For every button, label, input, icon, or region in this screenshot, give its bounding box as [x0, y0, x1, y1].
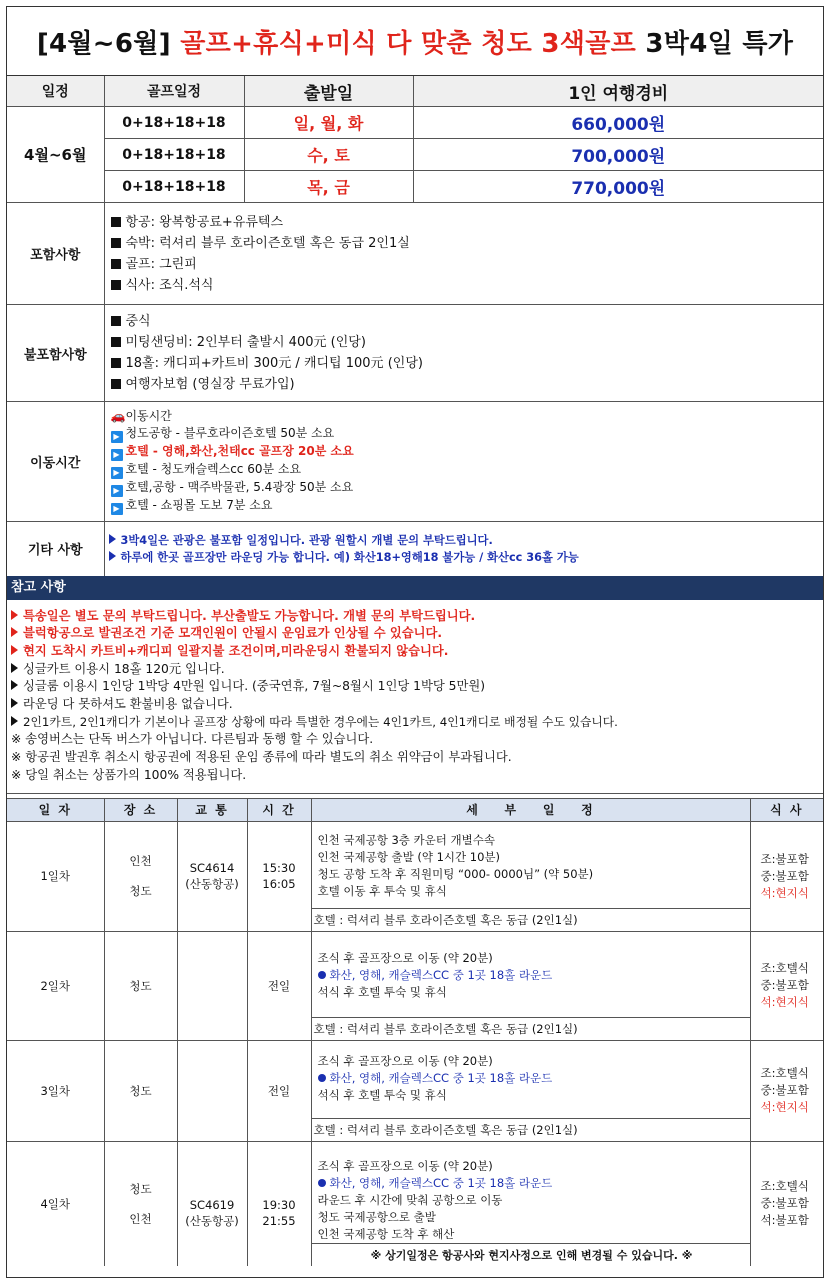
title-prefix: [4월~6월] — [36, 28, 181, 59]
header-day: 일 자 — [7, 798, 104, 821]
flight-number: SC4619 — [189, 1197, 235, 1212]
header-time: 시 간 — [247, 798, 311, 821]
place: 인천 — [129, 854, 152, 868]
transfer-item: 호텔 - 청도캐슬렉스cc 60분 소요 — [125, 462, 302, 476]
list-item — [111, 233, 818, 254]
included-row — [7, 203, 823, 305]
golf-line: 화산, 영해, 캐슬렉스CC 중 1곳 18홀 라운드 — [318, 1070, 744, 1087]
included-list — [104, 203, 823, 305]
note-item-red: 현지 도착시 카트비+캐디피 일괄지불 조건이며,미라운딩시 환불되지 않습니다. — [11, 643, 819, 661]
bullet-dot-icon — [318, 1179, 326, 1187]
list-item — [111, 374, 818, 395]
notes-list — [7, 600, 823, 794]
list-item — [111, 425, 818, 443]
transfer-item: 호텔 - 쇼핑몰 도보 7분 소요 — [125, 498, 273, 512]
airline: (산동항공) — [185, 877, 239, 891]
triangle-bullet-icon — [11, 716, 18, 726]
departure-days: 수, 토 — [244, 139, 413, 171]
price-row — [7, 107, 823, 139]
meal: 조:호텔식 — [760, 961, 809, 975]
golf-line: 화산, 영해, 캐슬렉스CC 중 1곳 18홀 라운드 — [318, 967, 744, 984]
title-highlight: 골프+휴식+미식 다 맞춘 청도 3색골프 — [180, 28, 637, 59]
triangle-bullet-icon — [11, 698, 18, 708]
note-item: 2인1카트, 2인1캐디가 기본이나 골프장 상황에 따라 특별한 경우에는 4인1카트, 4인1캐디로 배정될 수도 있습니다. — [11, 714, 819, 732]
list-item — [111, 443, 818, 461]
meal: 조:호텔식 — [760, 1066, 809, 1080]
meal: 중:불포함 — [760, 978, 809, 992]
triangle-bullet-icon — [11, 680, 18, 690]
meal: 중:불포함 — [760, 868, 809, 883]
list-item — [111, 275, 818, 296]
price-row — [7, 139, 823, 171]
play-button-icon: ▶ — [111, 449, 123, 461]
day-label: 2일차 — [7, 931, 104, 1040]
time: 19:30 — [262, 1197, 296, 1212]
header-golf-schedule: 골프일정 — [104, 76, 244, 107]
list-item — [111, 212, 818, 233]
play-button-icon: ▶ — [111, 467, 123, 479]
page-title — [7, 7, 823, 76]
header-meals: 식 사 — [750, 798, 823, 821]
transfer-item: 청도공항 - 블루호라이즌호텔 50분 소요 — [125, 426, 335, 440]
square-bullet-icon — [111, 259, 121, 269]
golf-schedule: 0+18+18+18 — [104, 171, 244, 203]
time: 16:05 — [262, 877, 296, 891]
summary-table — [7, 76, 823, 576]
included-item: 식사: 조식.석식 — [125, 277, 214, 293]
list-item — [111, 479, 818, 497]
price: 700,000원 — [413, 139, 823, 171]
detail-line: 호텔 이동 후 투숙 및 휴식 — [317, 883, 447, 898]
golf-schedule: 0+18+18+18 — [104, 107, 244, 139]
detail-line: 청도 국제공항으로 출발 — [317, 1209, 436, 1224]
day-transport — [177, 931, 247, 1040]
note-item: 싱글카트 이용시 18홀 120元 입니다. — [11, 661, 819, 679]
meal: 석:현지식 — [760, 1100, 809, 1114]
day-label: 4일차 — [7, 1141, 104, 1266]
bullet-dot-icon — [318, 971, 326, 979]
day-places — [104, 821, 177, 931]
note-item: ※ 송영버스는 단독 버스가 아닙니다. 다른팀과 동행 할 수 있습니다. — [11, 732, 374, 747]
time: 15:30 — [262, 861, 296, 875]
day-details — [311, 931, 750, 1017]
notes-header: 참고 사항 — [7, 576, 823, 600]
place: 인천 — [129, 1211, 152, 1226]
included-item: 항공: 왕복항공료+유류텍스 — [125, 214, 284, 230]
included-label: 포함사항 — [7, 203, 104, 305]
time: 전일 — [247, 1040, 311, 1141]
day-times — [247, 821, 311, 931]
note-item: 라운딩 다 못하셔도 환불비용 없습니다. — [11, 696, 819, 714]
triangle-bullet-icon — [11, 627, 18, 637]
header-place: 장 소 — [104, 798, 177, 821]
detail-line: 조식 후 골프장으로 이동 (약 20분) — [317, 1158, 493, 1173]
list-item — [109, 532, 820, 549]
square-bullet-icon — [111, 217, 121, 227]
day-places — [104, 1141, 177, 1266]
excluded-item: 여행자보험 (영실장 무료가입) — [125, 377, 295, 392]
golf-schedule: 0+18+18+18 — [104, 139, 244, 171]
itinerary-day-row — [7, 1141, 823, 1243]
play-button-icon: ▶ — [111, 503, 123, 515]
day-meals — [750, 1141, 823, 1266]
itinerary-day-row — [7, 821, 823, 908]
price-row — [7, 171, 823, 203]
transfer-heading: 🚗이동시간 — [110, 409, 172, 423]
day-transport — [177, 1141, 247, 1266]
meal: 조:불포함 — [760, 851, 809, 866]
itinerary-day-row — [7, 931, 823, 1017]
meal: 중:불포함 — [760, 1196, 809, 1210]
departure-days: 일, 월, 화 — [244, 107, 413, 139]
place: 청도 — [104, 1040, 177, 1141]
place: 청도 — [129, 884, 152, 898]
meal: 석:현지식 — [760, 995, 809, 1009]
triangle-bullet-icon — [11, 610, 18, 620]
day-meals — [750, 821, 823, 931]
list-item — [111, 311, 818, 332]
square-bullet-icon — [111, 379, 121, 389]
excluded-row — [7, 305, 823, 402]
time: 전일 — [247, 931, 311, 1040]
note-item: ※ 당일 취소는 상품가의 100% 적용됩니다. — [11, 767, 247, 782]
period-cell: 4월~6월 — [7, 107, 104, 203]
list-item — [111, 332, 818, 353]
day-transport — [177, 1040, 247, 1141]
itinerary-header-row — [7, 798, 823, 821]
day-times — [247, 1141, 311, 1266]
departure-days: 목, 금 — [244, 171, 413, 203]
meal: 석:불포함 — [760, 1213, 809, 1227]
triangle-bullet-icon — [109, 534, 116, 544]
airline: (산동항공) — [185, 1213, 239, 1228]
note-item-red: 특송일은 별도 문의 부탁드립니다. 부산출발도 가능합니다. 개별 문의 부탁드립니다. — [11, 608, 819, 626]
header-transport: 교 통 — [177, 798, 247, 821]
day-details — [311, 1141, 750, 1243]
hotel-info: 호텔 : 럭셔리 블루 호라이즌호텔 혹은 동급 (2인1실) — [311, 1118, 750, 1141]
flight-number: SC4614 — [189, 861, 235, 875]
meal: 석:현지식 — [760, 885, 809, 900]
day-meals — [750, 1040, 823, 1141]
square-bullet-icon — [111, 337, 121, 347]
excluded-list — [104, 305, 823, 402]
list-item — [111, 254, 818, 275]
detail-line: 청도 공항 도착 후 직원미팅 “000- 0000님” (약 50분) — [317, 866, 594, 881]
etc-row — [7, 522, 823, 576]
day-transport — [177, 821, 247, 931]
hotel-info: 호텔 : 럭셔리 블루 호라이즌호텔 혹은 동급 (2인1실) — [311, 1017, 750, 1040]
day-details — [311, 1040, 750, 1118]
time: 21:55 — [262, 1213, 296, 1228]
square-bullet-icon — [111, 280, 121, 290]
transfer-label: 이동시간 — [7, 402, 104, 522]
price: 770,000원 — [413, 171, 823, 203]
excluded-item: 미팅샌딩비: 2인부터 출발시 400元 (인당) — [125, 335, 366, 350]
list-item — [111, 353, 818, 374]
meal: 중:불포함 — [760, 1083, 809, 1097]
header-departure: 출발일 — [244, 76, 413, 107]
tour-flyer — [6, 6, 824, 1278]
hotel-info: 호텔 : 럭셔리 블루 호라이즌호텔 혹은 동급 (2인1실) — [311, 908, 750, 931]
square-bullet-icon — [111, 238, 121, 248]
square-bullet-icon — [111, 358, 121, 368]
etc-label: 기타 사항 — [7, 522, 104, 576]
excluded-item: 18홀: 캐디피+카트비 300元 / 캐디팁 100元 (인당) — [125, 356, 423, 371]
note-item: 싱글룸 이용시 1인당 1박당 4만원 입니다. (중국연휴, 7월~8월시 1인당 1박당 5만원) — [11, 678, 819, 696]
header-period: 일정 — [7, 76, 104, 107]
etc-list — [104, 522, 823, 576]
transfer-item: 호텔,공항 - 맥주박물관, 5.4광장 50분 소요 — [125, 480, 354, 494]
play-button-icon: ▶ — [111, 431, 123, 443]
price-header-row — [7, 76, 823, 107]
day-label: 3일차 — [7, 1040, 104, 1141]
golf-line: 화산, 영해, 캐슬렉스CC 중 1곳 18홀 라운드 — [318, 1175, 744, 1192]
bullet-dot-icon — [318, 1074, 326, 1082]
detail-line: 조식 후 골프장으로 이동 (약 20분) — [317, 1053, 493, 1068]
square-bullet-icon — [111, 316, 121, 326]
triangle-bullet-icon — [11, 645, 18, 655]
list-item — [111, 497, 818, 515]
day-meals — [750, 931, 823, 1040]
play-button-icon: ▶ — [111, 485, 123, 497]
triangle-bullet-icon — [11, 663, 18, 673]
list-item — [109, 549, 820, 566]
list-item — [111, 461, 818, 479]
title-suffix: 3박4일 특가 — [636, 28, 794, 59]
itinerary-table — [7, 798, 823, 1266]
included-item: 숙박: 럭셔리 블루 호라이즌호텔 혹은 동급 2인1실 — [125, 235, 410, 251]
detail-line: 인천 국제공항 도착 후 해산 — [317, 1226, 455, 1241]
included-item: 골프: 그린피 — [125, 256, 197, 272]
transfer-item-highlight: 호텔 - 영해,화산,천태cc 골프장 20분 소요 — [125, 444, 354, 458]
detail-line: 석식 후 호텔 투숙 및 휴식 — [317, 1087, 447, 1102]
transfer-list — [104, 402, 823, 522]
place: 청도 — [129, 1181, 152, 1196]
price: 660,000원 — [413, 107, 823, 139]
detail-line: 인천 국제공항 3층 카운터 개별수속 — [317, 832, 495, 847]
detail-line: 라운드 후 시간에 맞춰 공항으로 이동 — [317, 1192, 503, 1207]
detail-line: 석식 후 호텔 투숙 및 휴식 — [317, 984, 447, 999]
detail-line: 조식 후 골프장으로 이동 (약 20분) — [317, 950, 493, 965]
header-details: 세 부 일 정 — [311, 798, 750, 821]
excluded-item: 중식 — [125, 314, 151, 329]
place: 청도 — [104, 931, 177, 1040]
meal: 조:호텔식 — [760, 1179, 809, 1193]
transfer-row — [7, 402, 823, 522]
detail-line: 인천 국제공항 출발 (약 1시간 10분) — [317, 849, 501, 864]
excluded-label: 불포함사항 — [7, 305, 104, 402]
etc-item: 3박4일은 관광은 불포함 일정입니다. 관광 원할시 개별 문의 부탁드립니다. — [120, 533, 493, 547]
header-price: 1인 여행경비 — [413, 76, 823, 107]
note-item-red: 블럭항공으로 발권조건 기준 모객인원이 안될시 운임료가 인상될 수 있습니다. — [11, 625, 819, 643]
etc-item: 하루에 한곳 골프장만 라운딩 가능 합니다. 예) 화산18+영해18 불가능 / 화산cc 36홀 가능 — [120, 550, 579, 564]
day-details — [311, 821, 750, 908]
footer-note: ※ 상기일정은 항공사와 현지사정으로 인해 변경될 수 있습니다. ※ — [311, 1243, 750, 1266]
triangle-bullet-icon — [109, 551, 116, 561]
day-label: 1일차 — [7, 821, 104, 931]
itinerary-day-row — [7, 1040, 823, 1118]
note-item: ※ 항공권 발권후 취소시 항공권에 적용된 운임 종류에 따라 별도의 취소 위약금이 부과됩니다. — [11, 750, 512, 765]
